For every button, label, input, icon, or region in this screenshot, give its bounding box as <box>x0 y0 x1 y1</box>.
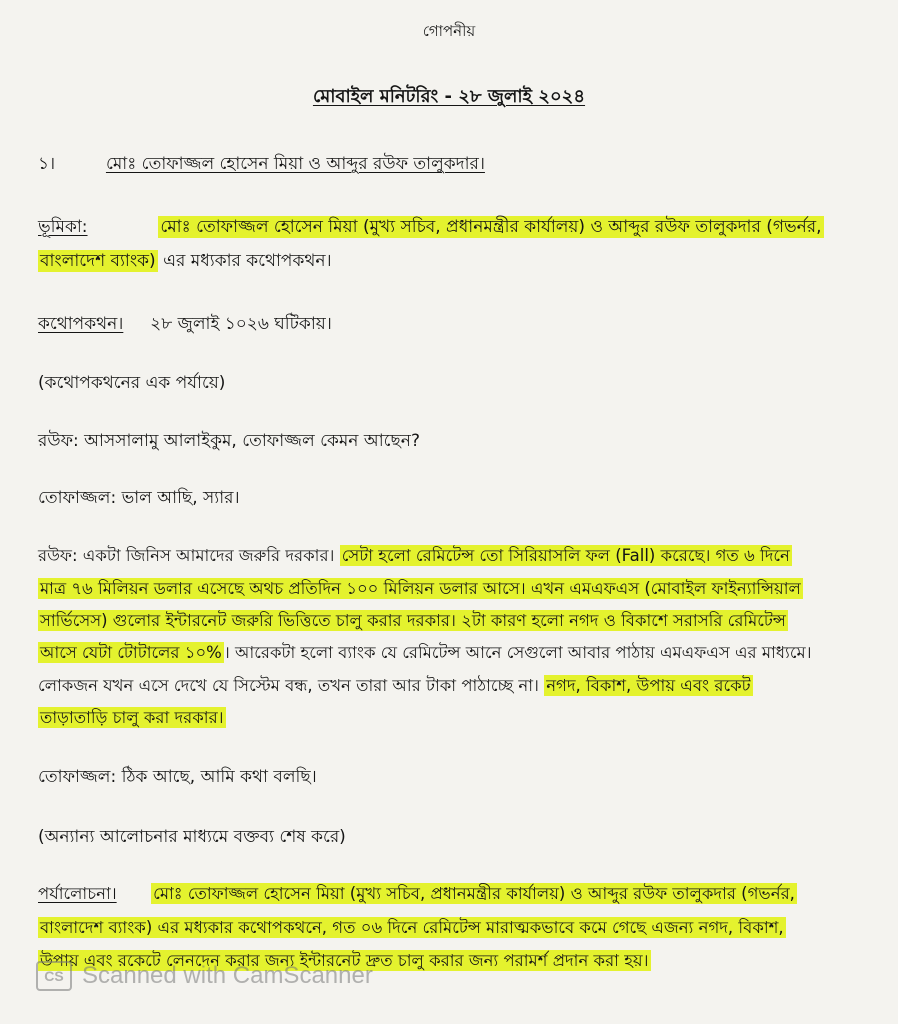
review-label: পর্যালোচনা। <box>38 884 117 903</box>
conversation-line-tofazzal-2: তোফাজ্জল: ঠিক আছে, আমি কথা বলছি। <box>38 767 317 787</box>
paragraph-text-plain-4: । আরেকটা হলো ব্যাংক যে রেমিটেন্স আনে সেগুলো আবার পাঠায় এমএফএস এর মাধ্যমে। <box>223 643 812 662</box>
paragraph-text-highlight-1: সেটা হলো রেমিটেন্স তো সিরিয়াসলি ফল (Fall) করেছে। গত ৬ দিনে <box>341 546 790 565</box>
paragraph-text-plain-5: লোকজন যখন এসে দেখে যে সিস্টেম বন্ধ, তখন তারা আর টাকা পাঠাচ্ছে না। <box>38 676 545 695</box>
review-line-2 <box>38 917 786 939</box>
paragraph-text-plain-1: রউফ: একটা জিনিস আমাদের জরুরি দরকার। <box>38 546 340 565</box>
time-line <box>38 313 332 335</box>
conversation-paragraph-line-6 <box>38 707 226 729</box>
paragraph-text-highlight-6: তাড়াতাড়ি চালু করা দরকার। <box>40 708 224 727</box>
intro-text-2: এর মধ্যকার কথোপকথন। <box>157 251 332 271</box>
conversation-line-tofazzal-1: তোফাজ্জল: ভাল আছি, স্যার। <box>38 488 240 508</box>
intro-text-1: মোঃ তোফাজ্জল হোসেন মিয়া (মুখ্য সচিব, প্রধানমন্ত্রীর কার্যালয়) ও আব্দুর রউফ তালুকদার (গভর্নর, <box>160 217 822 237</box>
paragraph-text-highlight-2: মাত্র ৭৬ মিলিয়ন ডলার এসেছে অথচ প্রতিদিন ১০০ মিলিয়ন ডলার আসে। এখন এমএফএস (মোবাইল ফাইন্যান্সিয়াল <box>40 579 801 598</box>
conversation-paragraph-line-4 <box>38 642 812 664</box>
time-value: ২৮ জুলাই ১০২৬ ঘটিকায়। <box>150 314 332 334</box>
intro-line-2 <box>38 250 332 272</box>
document-title-text: মোবাইল মনিটরিং - ২৮ জুলাই ২০২৪ <box>312 86 586 107</box>
item-number: ১। <box>38 154 56 174</box>
document-title <box>0 86 898 108</box>
conversation-closing: (অন্যান্য আলোচনার মাধ্যমে বক্তব্য শেষ করে) <box>38 827 346 847</box>
item-heading <box>38 153 485 175</box>
paragraph-text-highlight-4: আসে যেটা টোটালের ১০% <box>40 643 222 662</box>
camscanner-logo-icon: CS <box>36 961 72 991</box>
paragraph-text-highlight-5: নগদ, বিকাশ, উপায় এবং রকেট <box>546 676 751 695</box>
conversation-paragraph-line-3 <box>38 610 788 632</box>
intro-text-2-highlight: বাংলাদেশ ব্যাংক) <box>40 251 156 271</box>
review-text-2: বাংলাদেশ ব্যাংক) এর মধ্যকার কথোপকথনে, গত ০৬ দিনে রেমিটেন্স মারাত্মকভাবে কমে গেছে এজন্য নগদ, বিকাশ, <box>40 918 784 937</box>
watermark-text: Scanned with CamScanner <box>82 962 373 989</box>
conversation-line-rouf-1: রউফ: আসসালামু আলাইকুম, তোফাজ্জল কেমন আছেন? <box>38 431 420 451</box>
classification-label: গোপনীয় <box>422 22 476 40</box>
conversation-paragraph-line-1 <box>38 545 792 567</box>
conversation-paragraph-line-5 <box>38 675 753 697</box>
review-line-1 <box>38 883 797 905</box>
item-subject: মোঃ তোফাজ্জল হোসেন মিয়া ও আব্দুর রউফ তালুকদার। <box>105 154 485 174</box>
review-text-3: উপায় এবং রকেটে লেনদেন করার জন্য ইন্টারনেট দ্রুত চালু করার জন্য পরামর্শ প্রদান করা হয়। <box>40 951 649 970</box>
conversation-paragraph-line-2 <box>38 578 803 600</box>
paragraph-text-highlight-3: সার্ভিসেস) গুলোর ইন্টারনেট জরুরি ভিত্তিতে চালু করার দরকার। ২টা কারণ হলো নগদ ও বিকাশে সরাসরি রেমিটেন্স <box>40 611 786 630</box>
time-label: কথোপকথন। <box>38 314 124 334</box>
intro-line-1 <box>38 216 824 238</box>
camscanner-watermark <box>36 958 373 994</box>
intro-label: ভূমিকা: <box>38 217 88 237</box>
conversation-stage: (কথোপকথনের এক পর্যায়ে) <box>38 373 226 393</box>
review-text-1: মোঃ তোফাজ্জল হোসেন মিয়া (মুখ্য সচিব, প্রধানমন্ত্রীর কার্যালয়) ও আব্দুর রউফ তালুকদার (গভর্নর, <box>153 884 795 903</box>
